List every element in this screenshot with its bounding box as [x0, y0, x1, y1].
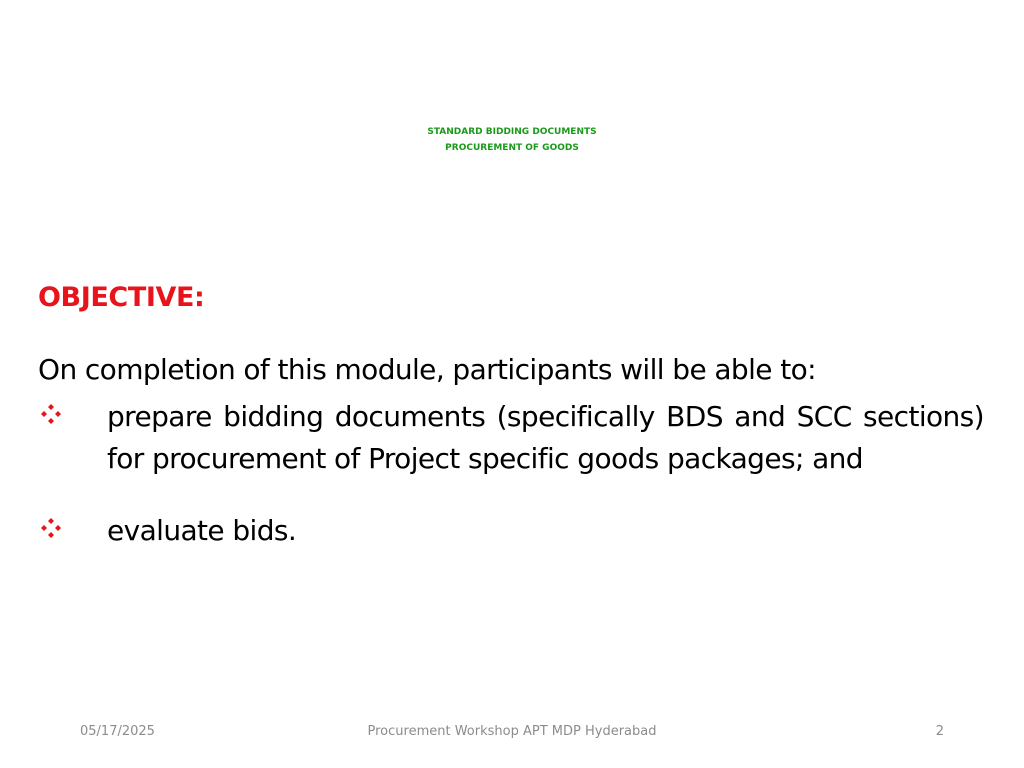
- objectives-list: [38, 396, 984, 552]
- list-item-text: prepare bidding documents (specifically BDS and SCC sections) for procurement of Project specific goods packages; and: [107, 400, 984, 475]
- footer-date: 05/17/2025: [80, 724, 155, 739]
- objective-heading: OBJECTIVE:: [38, 282, 205, 313]
- page-number: 2: [935, 724, 944, 739]
- intro-text: On completion of this module, participants will be able to:: [38, 353, 816, 386]
- footer-title: Procurement Workshop APT MDP Hyderabad: [367, 724, 657, 739]
- list-item-text: evaluate bids.: [107, 514, 297, 547]
- diamond-bullet-icon: [40, 517, 62, 539]
- slide-title-line-2: PROCUREMENT OF GOODS: [445, 143, 579, 153]
- slide-body: [38, 280, 984, 552]
- slide-title: [0, 124, 1024, 156]
- slide-title-line-1: STANDARD BIDDING DOCUMENTS: [427, 127, 597, 137]
- list-item: [38, 396, 984, 480]
- slide-footer: [0, 724, 1024, 744]
- diamond-bullet-icon: [40, 403, 62, 425]
- list-item: [38, 510, 984, 552]
